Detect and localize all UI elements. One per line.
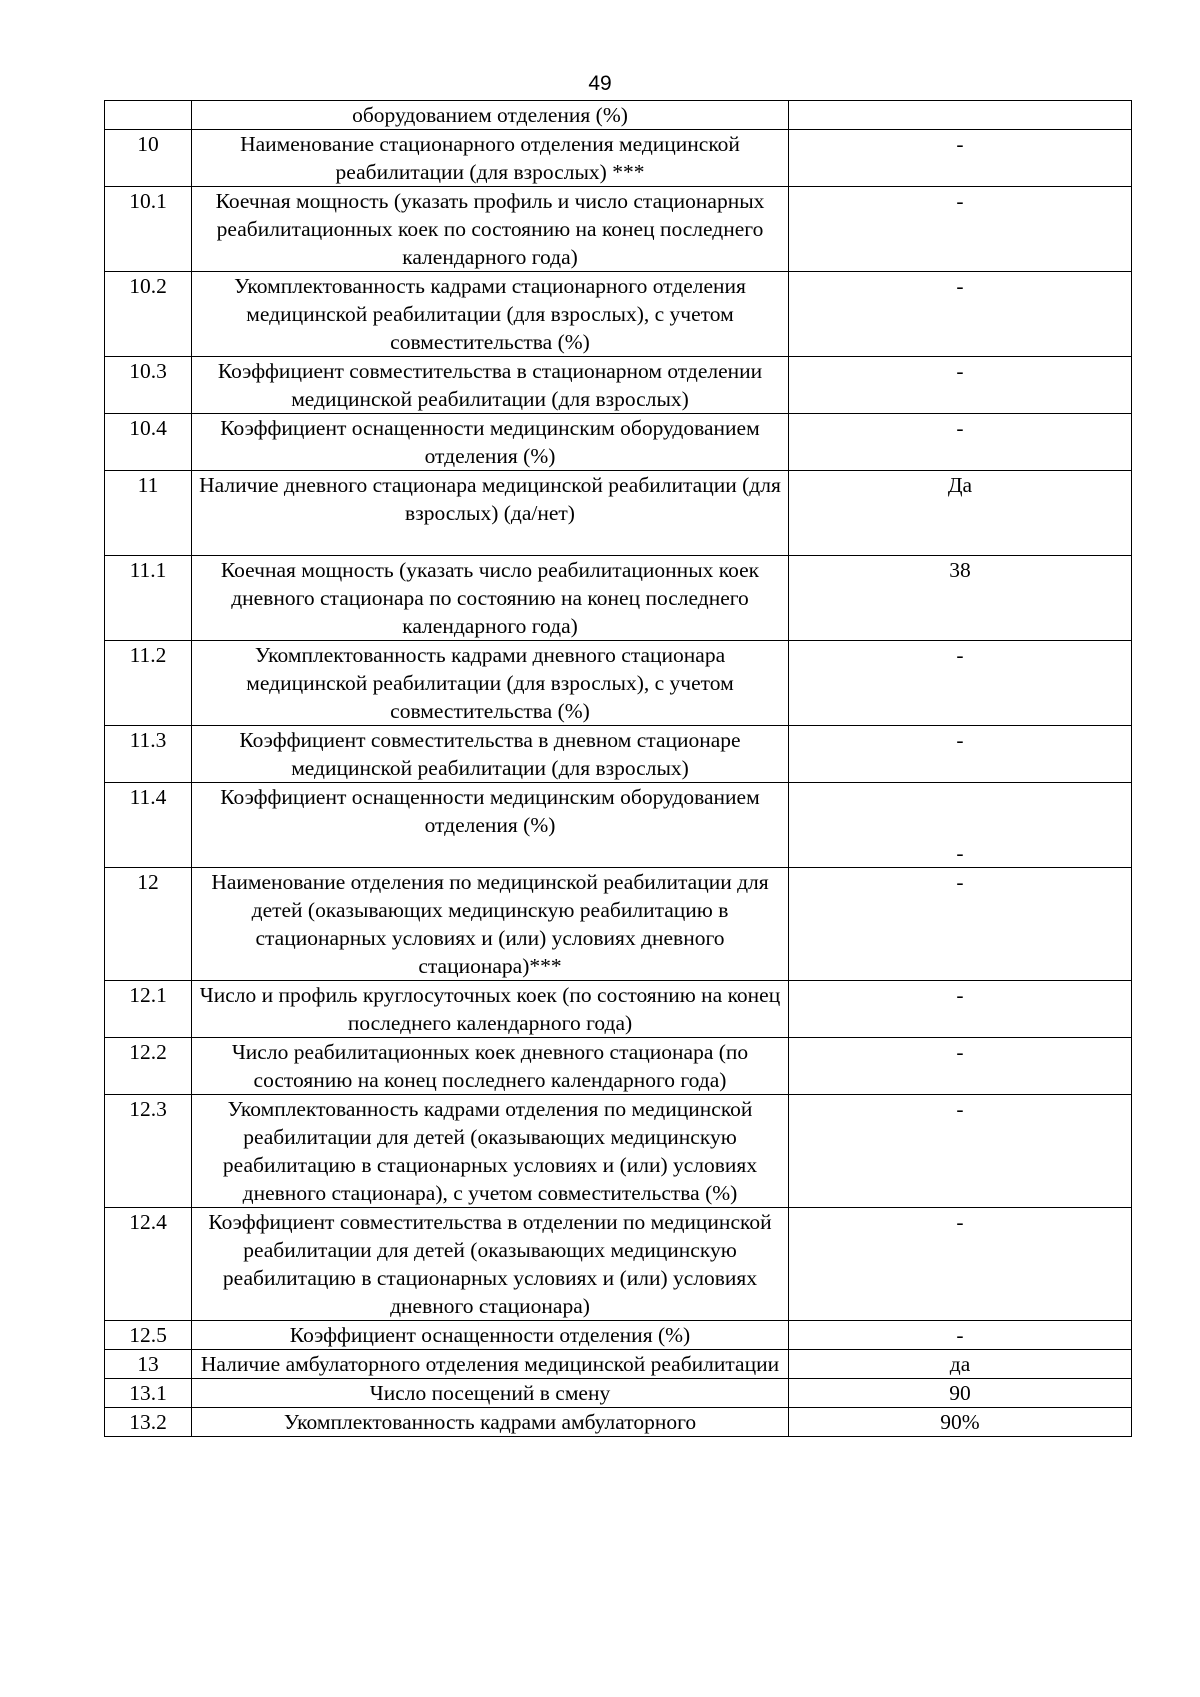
- row-number: 10: [105, 130, 192, 187]
- row-value: -: [789, 868, 1132, 981]
- row-value: [789, 101, 1132, 130]
- row-value: -: [789, 1038, 1132, 1095]
- row-description: Укомплектованность кадрами амбулаторного: [192, 1408, 789, 1437]
- row-value: Да: [789, 471, 1132, 556]
- table-row: [105, 357, 1132, 414]
- row-description: Наименование отделения по медицинской реабилитации для детей (оказывающих медицинскую реабилитацию в стационарных условиях и (или) условиях дневного стационара)***: [192, 868, 789, 981]
- row-value: 90: [789, 1379, 1132, 1408]
- row-description: Коечная мощность (указать профиль и число стационарных реабилитационных коек по состоянию на конец последнего календарного года): [192, 187, 789, 272]
- table-row: [105, 414, 1132, 471]
- row-number: 12.4: [105, 1208, 192, 1321]
- table-row: [105, 1095, 1132, 1208]
- row-description: Коэффициент совместительства в дневном стационаре медицинской реабилитации (для взрослых): [192, 726, 789, 783]
- row-number: 13.2: [105, 1408, 192, 1437]
- table-row: [105, 726, 1132, 783]
- row-number: 12.1: [105, 981, 192, 1038]
- row-description: Коэффициент оснащенности медицинским оборудованием отделения (%): [192, 783, 789, 868]
- row-number: 10.3: [105, 357, 192, 414]
- row-description: Наименование стационарного отделения медицинской реабилитации (для взрослых) ***: [192, 130, 789, 187]
- row-value: 90%: [789, 1408, 1132, 1437]
- row-value: -: [789, 357, 1132, 414]
- row-value: -: [789, 130, 1132, 187]
- row-value: да: [789, 1350, 1132, 1379]
- row-number: 10.4: [105, 414, 192, 471]
- table-row: [105, 272, 1132, 357]
- page-number: 49: [588, 72, 612, 95]
- row-number: 12.2: [105, 1038, 192, 1095]
- row-description: Укомплектованность кадрами стационарного отделения медицинской реабилитации (для взрослых), с учетом совместительства (%): [192, 272, 789, 357]
- row-value: -: [789, 726, 1132, 783]
- row-number: 13.1: [105, 1379, 192, 1408]
- row-value: -: [789, 272, 1132, 357]
- table-row: [105, 187, 1132, 272]
- row-description: Число посещений в смену: [192, 1379, 789, 1408]
- row-description: Укомплектованность кадрами дневного стационара медицинской реабилитации (для взрослых), с учетом совместительства (%): [192, 641, 789, 726]
- row-value: -: [789, 414, 1132, 471]
- table-row: [105, 1038, 1132, 1095]
- row-description: Коечная мощность (указать число реабилитационных коек дневного стационара по состоянию на конец последнего календарного года): [192, 556, 789, 641]
- table-row: [105, 1321, 1132, 1350]
- row-description: Число и профиль круглосуточных коек (по состоянию на конец последнего календарного года): [192, 981, 789, 1038]
- table-row: [105, 556, 1132, 641]
- row-number: [105, 101, 192, 130]
- row-number: 11.1: [105, 556, 192, 641]
- table-row: [105, 1408, 1132, 1437]
- row-value: -: [789, 783, 1132, 868]
- table-row: [105, 783, 1132, 868]
- table-row: [105, 1379, 1132, 1408]
- table-row: [105, 101, 1132, 130]
- row-value: -: [789, 641, 1132, 726]
- row-description: Укомплектованность кадрами отделения по медицинской реабилитации для детей (оказывающих медицинскую реабилитацию в стационарных условиях и (или) условиях дневного стационара), с учетом совместительства (%): [192, 1095, 789, 1208]
- row-number: 10.2: [105, 272, 192, 357]
- row-value: -: [789, 187, 1132, 272]
- indicators-table: [104, 100, 1132, 1437]
- table-row: [105, 130, 1132, 187]
- table-row: [105, 641, 1132, 726]
- row-description: Коэффициент совместительства в стационарном отделении медицинской реабилитации (для взрослых): [192, 357, 789, 414]
- row-number: 11.4: [105, 783, 192, 868]
- table-row: [105, 981, 1132, 1038]
- row-number: 13: [105, 1350, 192, 1379]
- row-value: -: [789, 1208, 1132, 1321]
- row-number: 11.3: [105, 726, 192, 783]
- row-description: Коэффициент оснащенности отделения (%): [192, 1321, 789, 1350]
- row-value: -: [789, 1095, 1132, 1208]
- row-number: 12: [105, 868, 192, 981]
- row-number: 11: [105, 471, 192, 556]
- row-value: -: [789, 1321, 1132, 1350]
- row-description: Наличие амбулаторного отделения медицинской реабилитации: [192, 1350, 789, 1379]
- row-description: оборудованием отделения (%): [192, 101, 789, 130]
- row-number: 10.1: [105, 187, 192, 272]
- table-row: [105, 471, 1132, 556]
- row-number: 11.2: [105, 641, 192, 726]
- table-row: [105, 868, 1132, 981]
- row-number: 12.5: [105, 1321, 192, 1350]
- row-value: -: [789, 981, 1132, 1038]
- row-description: Коэффициент совместительства в отделении по медицинской реабилитации для детей (оказывающих медицинскую реабилитацию в стационарных условиях и (или) условиях дневного стационара): [192, 1208, 789, 1321]
- row-description: Коэффициент оснащенности медицинским оборудованием отделения (%): [192, 414, 789, 471]
- row-value: 38: [789, 556, 1132, 641]
- table-row: [105, 1350, 1132, 1379]
- row-description: Наличие дневного стационара медицинской реабилитации (для взрослых) (да/нет): [192, 471, 789, 556]
- row-description: Число реабилитационных коек дневного стационара (по состоянию на конец последнего календарного года): [192, 1038, 789, 1095]
- table-row: [105, 1208, 1132, 1321]
- row-number: 12.3: [105, 1095, 192, 1208]
